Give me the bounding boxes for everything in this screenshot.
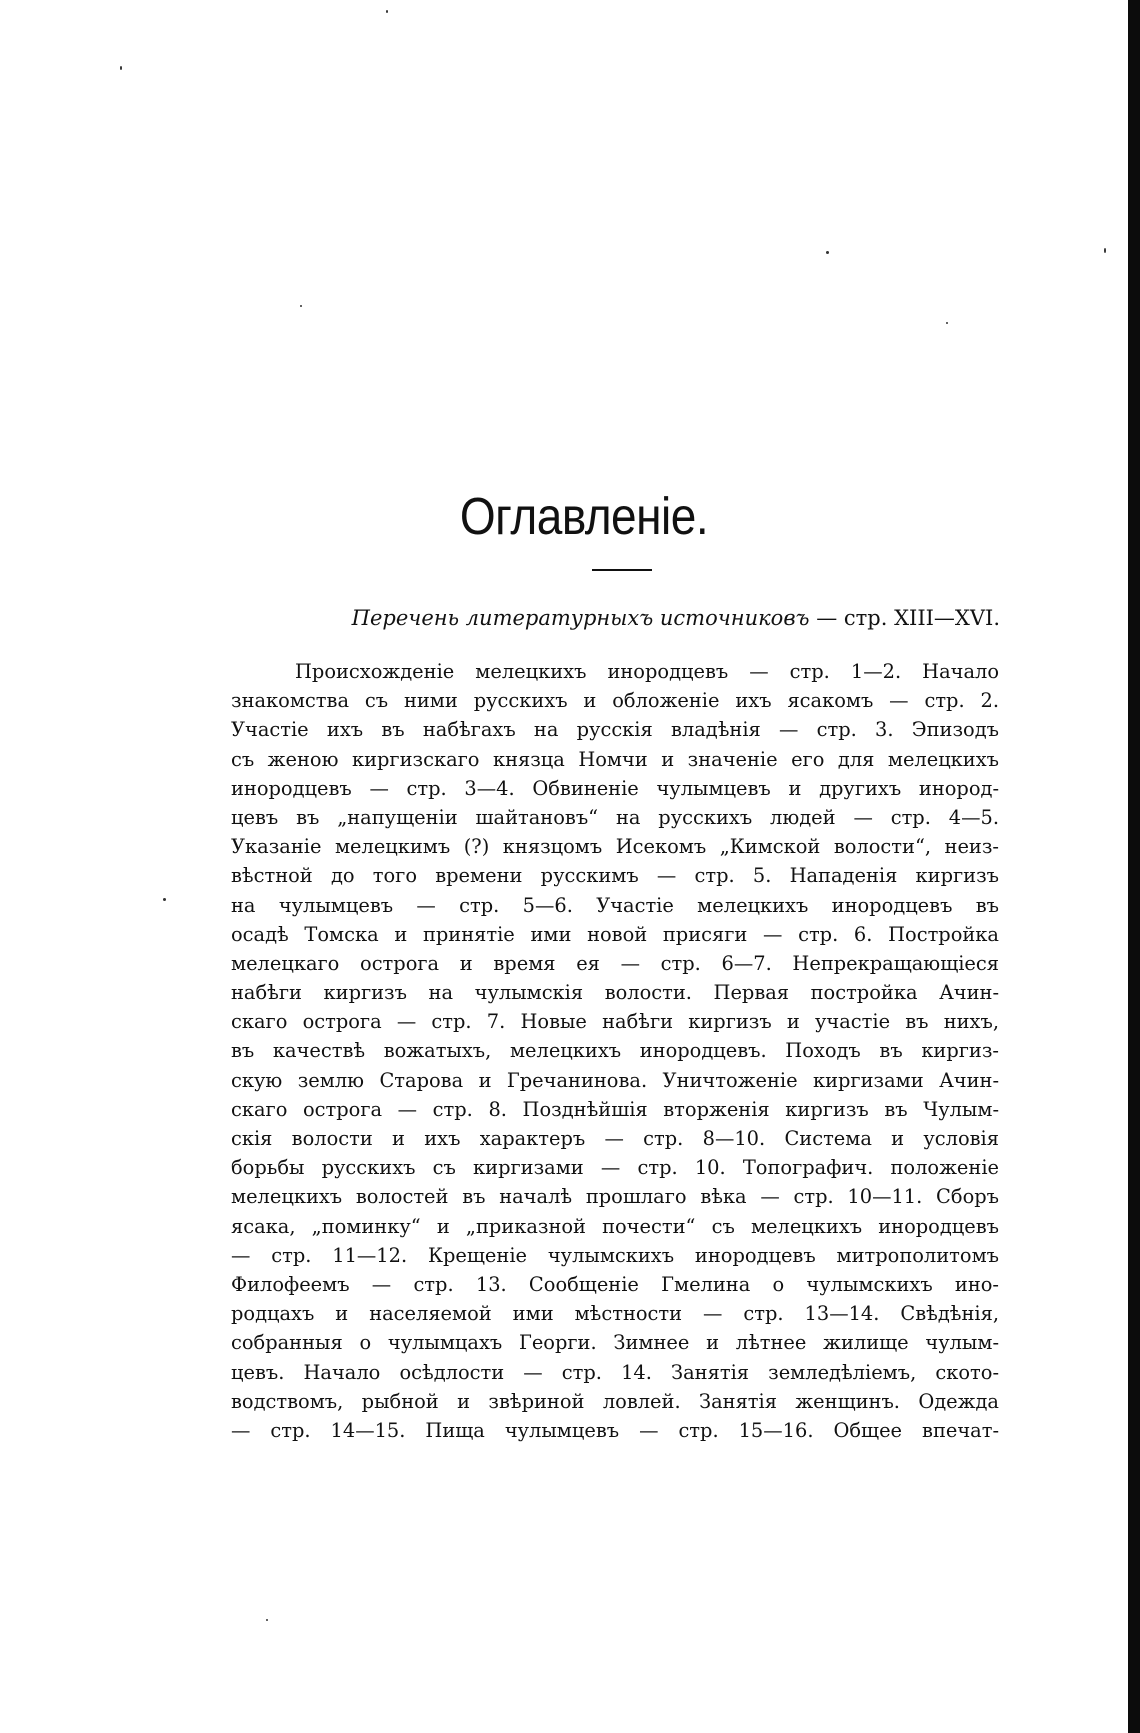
title-divider: [592, 569, 652, 571]
scan-speck: [1104, 248, 1106, 253]
text-line: инородцевъ — стр. 3—4. Обвиненіе чулымцевъ и другихъ инород-: [231, 776, 999, 800]
text-line: вѣстной до того времени русскимъ — стр. 5. Нападенія киргизъ: [231, 864, 999, 888]
text-line: съ женою киргизскаго князца Номчи и значеніе его для мелецкихъ: [231, 747, 999, 771]
text-line: мелецкаго острога и время ея — стр. 6—7. Непрекращающіеся: [231, 951, 999, 975]
scan-border: [1128, 0, 1140, 1733]
text-line: — стр. 11—12. Крещеніе чулымскихъ инородцевъ митрополитомъ: [231, 1243, 999, 1267]
text-line: водствомъ, рыбной и звѣриной ловлей. Занятія женщинъ. Одежда: [231, 1389, 999, 1413]
scan-speck: [266, 1619, 268, 1621]
scan-speck: [946, 322, 948, 324]
text-line: знакомства съ ними русскихъ и обложеніе ихъ ясакомъ — стр. 2.: [231, 689, 999, 713]
scan-speck: [120, 66, 122, 70]
text-line: собранныя о чулымцахъ Георги. Зимнее и лѣтнее жилище чулым-: [231, 1331, 999, 1355]
text-line: набѣги киргизъ на чулымскія волости. Первая постройка Ачин-: [231, 981, 999, 1005]
page-title: Оглавленіе.: [459, 487, 709, 546]
scan-speck: [300, 305, 302, 307]
text-line: — стр. 14—15. Пища чулымцевъ — стр. 15—16. Общее впечат-: [231, 1418, 999, 1442]
text-line: борьбы русскихъ съ киргизами — стр. 10. Топографич. положеніе: [231, 1156, 999, 1180]
sources-pages: — стр. XIII—XVI.: [809, 606, 1000, 630]
text-line: мелецкихъ волостей въ началѣ прошлаго вѣка — стр. 10—11. Сборъ: [231, 1185, 999, 1209]
text-line: родцахъ и населяемой ими мѣстности — стр. 13—14. Свѣдѣнія,: [231, 1302, 999, 1326]
scan-speck: [826, 251, 829, 254]
text-line: ясака, „поминку“ и „приказной почести“ съ мелецкихъ инородцевъ: [231, 1214, 999, 1238]
text-line: цевъ. Начало осѣдлости — стр. 14. Занятія земледѣліемъ, ското-: [231, 1360, 999, 1384]
sources-entry: [296, 606, 1000, 630]
text-line: скаго острога — стр. 8. Позднѣйшія вторженія киргизъ въ Чулым-: [231, 1097, 999, 1121]
text-line: скую землю Старова и Гречанинова. Уничтоженіе киргизами Ачин-: [231, 1068, 999, 1092]
text-line: скаго острога — стр. 7. Новые набѣги киргизъ и участіе въ нихъ,: [231, 1010, 999, 1034]
text-line: Участіе ихъ въ набѣгахъ на русскія владѣнія — стр. 3. Эпизодъ: [231, 718, 999, 742]
scan-speck: [386, 10, 388, 13]
scan-speck: [163, 898, 166, 901]
text-line: осадѣ Томска и принятіе ими новой присяги — стр. 6. Постройка: [231, 922, 999, 946]
text-line: Филофеемъ — стр. 13. Сообщеніе Гмелина о чулымскихъ ино-: [231, 1272, 999, 1296]
contents-paragraph: [231, 657, 999, 1445]
text-line: Указаніе мелецкимъ (?) князцомъ Исекомъ „Кимской волости“, неиз-: [231, 835, 999, 859]
text-line: Происхожденіе мелецкихъ инородцевъ — стр. 1—2. Начало: [295, 660, 999, 683]
text-line: въ качествѣ вожатыхъ, мелецкихъ инородцевъ. Походъ въ киргиз-: [231, 1039, 999, 1063]
text-line: скія волости и ихъ характеръ — стр. 8—10. Система и условія: [231, 1127, 999, 1150]
sources-label: Перечень литературныхъ источниковъ: [351, 606, 810, 630]
text-line: цевъ въ „напущеніи шайтановъ“ на русскихъ людей — стр. 4—5.: [231, 805, 999, 829]
text-line: на чулымцевъ — стр. 5—6. Участіе мелецкихъ инородцевъ въ: [231, 893, 999, 917]
